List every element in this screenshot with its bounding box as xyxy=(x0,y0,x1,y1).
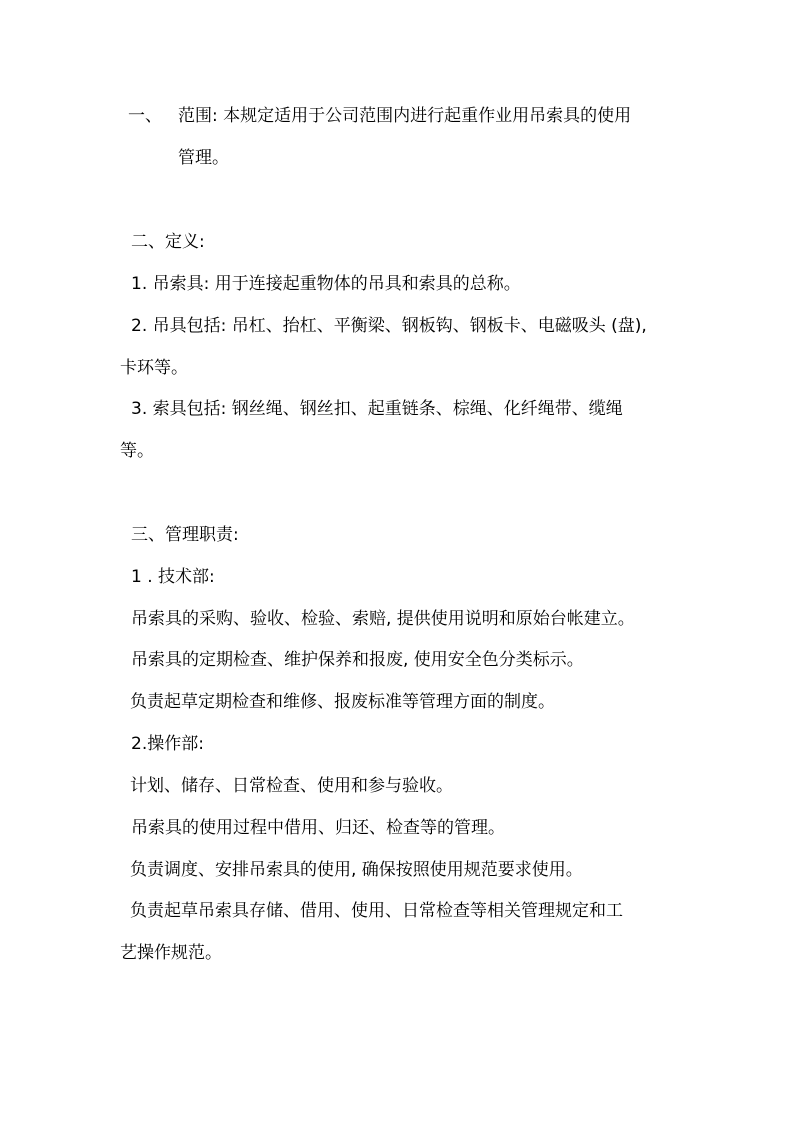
duty-text: 负责起草吊索具存储、借用、使用、日常检查等相关管理规定和工 xyxy=(130,901,623,921)
responsibilities-heading: 三、管理职责: xyxy=(131,525,239,545)
definition-text: 1. 吊索具: 用于连接起重物体的吊具和索具的总称。 xyxy=(131,274,521,294)
scope-text: 范围: 本规定适用于公司范围内进行起重作业用吊索具的使用 xyxy=(178,106,632,126)
section-number: 一、 xyxy=(128,106,162,126)
definitions-heading: 二、定义: xyxy=(131,232,205,252)
duty-text: 负责起草定期检查和维修、报废标准等管理方面的制度。 xyxy=(130,692,555,712)
definition-text: 2. 吊具包括: 吊杠、抬杠、平衡梁、钢板钩、钢板卡、电磁吸头 (盘), xyxy=(131,316,647,336)
definition-text: 3. 索具包括: 钢丝绳、钢丝扣、起重链条、棕绳、化纤绳带、缆绳 xyxy=(131,399,623,419)
definition-text: 等。 xyxy=(120,441,154,461)
duty-text: 吊索具的使用过程中借用、归还、检查等的管理。 xyxy=(131,818,505,838)
duty-text: 负责调度、安排吊索具的使用, 确保按照使用规范要求使用。 xyxy=(130,860,583,880)
ops-department-heading: 2.操作部: xyxy=(131,734,204,754)
duty-text: 吊索具的定期检查、维护保养和报废, 使用安全色分类标示。 xyxy=(131,650,584,670)
duty-text: 吊索具的采购、验收、检验、索赔, 提供使用说明和原始台帐建立。 xyxy=(131,609,635,629)
tech-department-heading: 1 . 技术部: xyxy=(131,567,215,587)
duty-text: 计划、储存、日常检查、使用和参与验收。 xyxy=(130,776,453,796)
scope-continuation: 管理。 xyxy=(178,148,229,168)
duty-text: 艺操作规范。 xyxy=(120,943,222,963)
definition-text: 卡环等。 xyxy=(120,358,188,378)
